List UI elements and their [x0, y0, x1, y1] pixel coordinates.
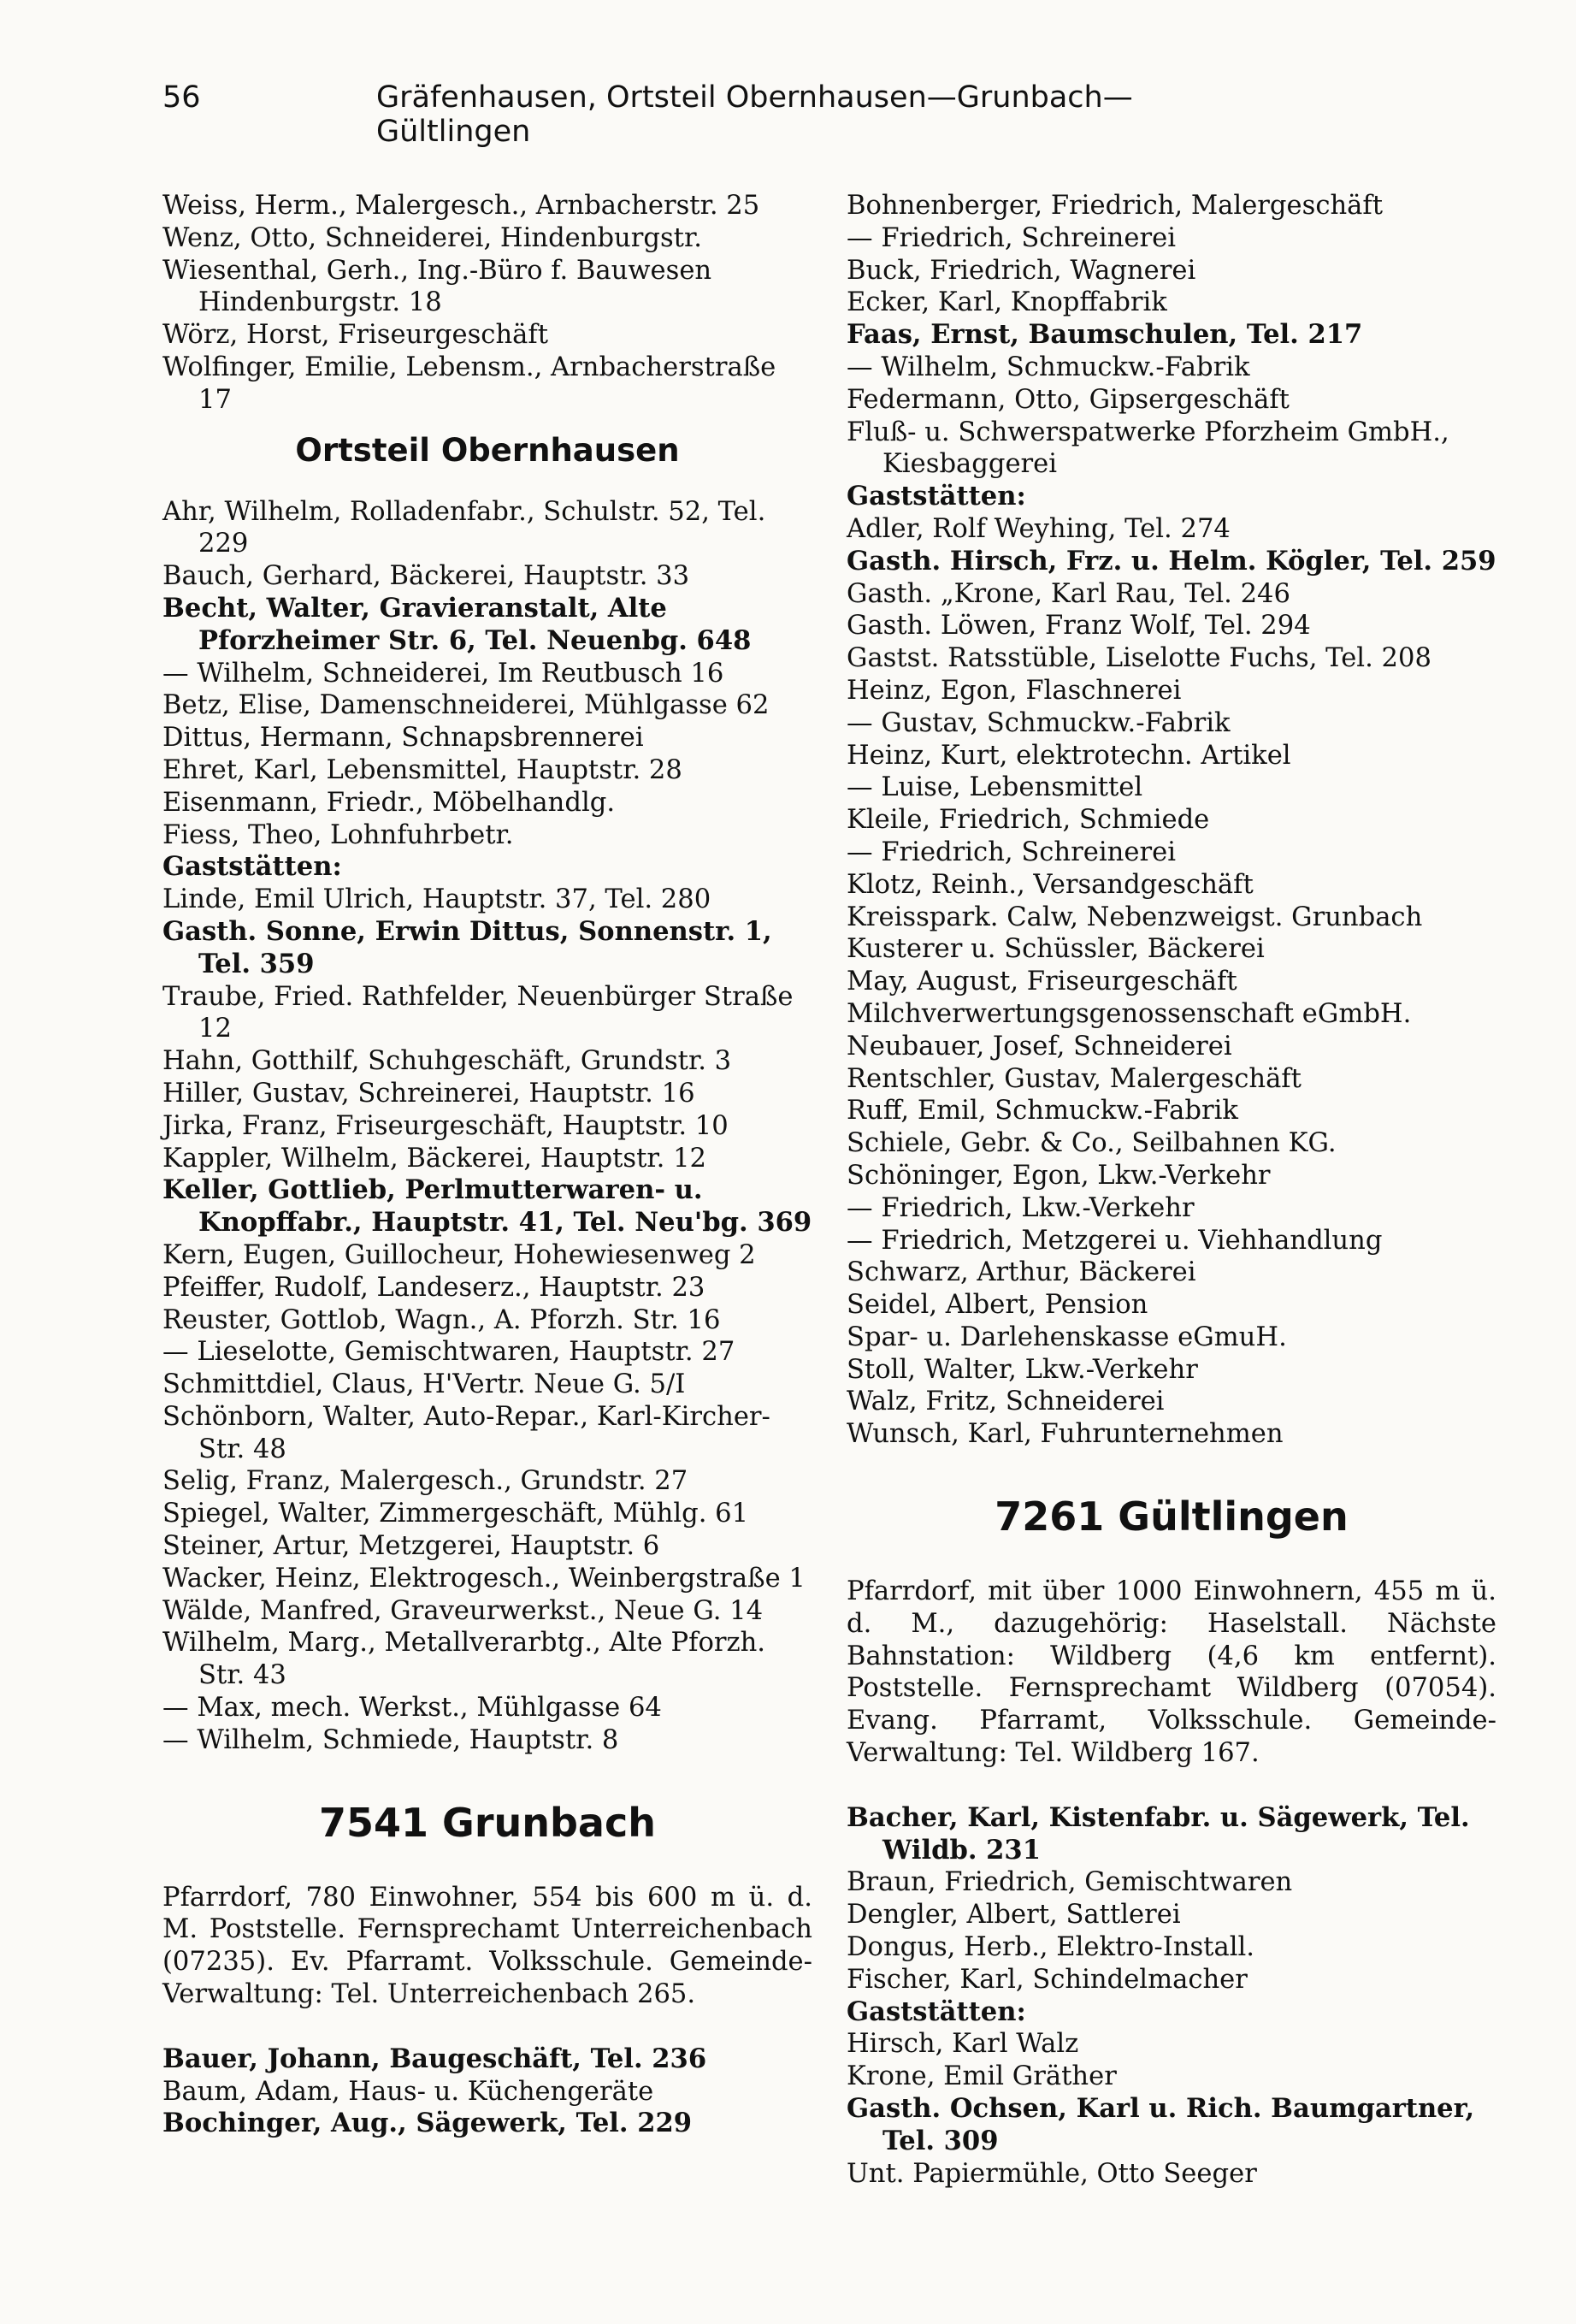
directory-entry: Wacker, Heinz, Elektrogesch., Weinbergstraße 1	[162, 1563, 806, 1594]
directory-entry: Hahn, Gotthilf, Schuhgeschäft, Grundstr. 3	[162, 1046, 732, 1077]
directory-entry: Gasth. „Krone, Karl Rau, Tel. 246	[847, 578, 1290, 609]
directory-entry: Federmann, Otto, Gipsergeschäft	[847, 384, 1290, 415]
directory-entry: — Wilhelm, Schneiderei, Im Reutbusch 16	[162, 658, 724, 689]
place-description: Pfarrdorf, mit über 1000 Einwohnern, 455 m ü. d. M., dazugehörig: Haselstall. Nächste Bahnstation: Wildberg (4,6 km entfernt). Poststelle. Fernsprechamt Wildberg (07054). Evang. Pfarramt, Volksschule. Gemeinde-Verwaltung: Tel. Wildberg 167.	[847, 1576, 1496, 1769]
directory-entry: Jirka, Franz, Friseurgeschäft, Hauptstr. 10	[162, 1110, 729, 1141]
directory-entry: Bauch, Gerhard, Bäckerei, Hauptstr. 33	[162, 561, 690, 592]
directory-entry: Unt. Papiermühle, Otto Seeger	[847, 2158, 1257, 2189]
directory-entry: Bochinger, Aug., Sägewerk, Tel. 229	[162, 2108, 693, 2139]
directory-entry: Ehret, Karl, Lebensmittel, Hauptstr. 28	[162, 754, 682, 785]
directory-entry: Gasth. Löwen, Franz Wolf, Tel. 294	[847, 611, 1311, 642]
directory-entry: Milchverwertungsgenossenschaft eGmbH.	[847, 998, 1412, 1029]
left-column	[162, 190, 812, 2140]
directory-entry: Wälde, Manfred, Graveurwerkst., Neue G. 14	[162, 1595, 764, 1626]
directory-entry: — Wilhelm, Schmiede, Hauptstr. 8	[162, 1724, 619, 1755]
directory-entry: Keller, Gottlieb, Perlmutterwaren- u. Knopffabr., Hauptstr. 41, Tel. Neu'bg. 369	[162, 1174, 812, 1239]
running-title: Gräfenhausen, Ortsteil Obernhausen—Grunbach—Gültlingen	[376, 80, 1133, 149]
directory-entry: Gasth. Ochsen, Karl u. Rich. Baumgartner, Tel. 309	[847, 2093, 1475, 2156]
directory-entry: Traube, Fried. Rathfelder, Neuenbürger Straße 12	[162, 981, 794, 1044]
directory-entry: Gaststätten:	[847, 481, 1026, 512]
directory-entry: Kappler, Wilhelm, Bäckerei, Hauptstr. 12	[162, 1143, 706, 1174]
directory-entry: Bauer, Johann, Baugeschäft, Tel. 236	[162, 2043, 707, 2074]
directory-entry: Pfeiffer, Rudolf, Landeserz., Hauptstr. 23	[162, 1272, 705, 1303]
directory-entry: Faas, Ernst, Baumschulen, Tel. 217	[847, 319, 1363, 351]
directory-entry: Becht, Walter, Gravieranstalt, Alte Pforzheimer Str. 6, Tel. Neuenbg. 648	[162, 592, 752, 656]
directory-entry: Weiss, Herm., Malergesch., Arnbacherstr. 25	[162, 191, 760, 221]
directory-entry: Wiesenthal, Gerh., Ing.-Büro f. Bauwesen Hindenburgstr. 18	[162, 255, 712, 318]
directory-entry: Steiner, Artur, Metzgerei, Hauptstr. 6	[162, 1531, 660, 1562]
directory-entry: Schöninger, Egon, Lkw.-Verkehr	[847, 1160, 1271, 1191]
directory-entry: Spiegel, Walter, Zimmergeschäft, Mühlg. 61	[162, 1499, 749, 1529]
directory-entry: Krone, Emil Gräther	[847, 2061, 1117, 2092]
place-description: Pfarrdorf, 780 Einwohner, 554 bis 600 m ü. d. M. Poststelle. Fernsprechamt Unterreichenbach (07235). Ev. Pfarramt. Volksschule. Gemeinde-Verwaltung: Tel. Unterreichenbach 265.	[162, 1882, 812, 2010]
directory-entry: Heinz, Egon, Flaschnerei	[847, 675, 1182, 706]
directory-entry: Buck, Friedrich, Wagnerei	[847, 255, 1196, 286]
directory-entry: Seidel, Albert, Pension	[847, 1290, 1148, 1321]
directory-entry: Kreisspark. Calw, Nebenzweigst. Grunbach	[847, 902, 1423, 932]
directory-entry: Gaststätten:	[162, 851, 342, 883]
directory-entry: Gastst. Ratsstüble, Liselotte Fuchs, Tel. 208	[847, 643, 1431, 674]
directory-entry: Rentschler, Gustav, Malergeschäft	[847, 1063, 1302, 1094]
right-column	[847, 190, 1496, 2190]
directory-entry: Kleile, Friedrich, Schmiede	[847, 805, 1210, 836]
directory-entry: — Luise, Lebensmittel	[847, 772, 1143, 803]
directory-entry: Schönborn, Walter, Auto-Repar., Karl-Kircher-Str. 48	[162, 1401, 770, 1464]
directory-entry: — Wilhelm, Schmuckw.-Fabrik	[847, 352, 1250, 382]
directory-entry: Fiess, Theo, Lohnfuhrbetr.	[162, 819, 514, 850]
section-heading: Ortsteil Obernhausen	[295, 431, 680, 469]
directory-entry: Bacher, Karl, Kistenfabr. u. Sägewerk, Tel. Wildb. 231	[847, 1801, 1470, 1866]
directory-entry: Spar- u. Darlehenskasse eGmuH.	[847, 1322, 1287, 1352]
directory-entry: Selig, Franz, Malergesch., Grundstr. 27	[162, 1466, 688, 1497]
directory-entry: Heinz, Kurt, elektrotechn. Artikel	[847, 740, 1291, 771]
directory-entry: Eisenmann, Friedr., Möbelhandlg.	[162, 787, 616, 818]
directory-entry: Schmittdiel, Claus, H'Vertr. Neue G. 5/I	[162, 1369, 686, 1400]
directory-entry: Wenz, Otto, Schneiderei, Hindenburgstr.	[162, 222, 702, 253]
directory-entry: Ruff, Emil, Schmuckw.-Fabrik	[847, 1096, 1238, 1127]
directory-entry: Gasth. Sonne, Erwin Dittus, Sonnenstr. 1, Tel. 359	[162, 915, 772, 979]
directory-entry: Ahr, Wilhelm, Rolladenfabr., Schulstr. 52, Tel. 229	[162, 496, 766, 559]
directory-entry: May, August, Friseurgeschäft	[847, 967, 1237, 997]
directory-entry: Gasth. Hirsch, Frz. u. Helm. Kögler, Tel. 259	[847, 545, 1496, 577]
directory-entry: Schwarz, Arthur, Bäckerei	[847, 1257, 1196, 1288]
directory-entry: Walz, Fritz, Schneiderei	[847, 1387, 1165, 1417]
directory-entry: Bohnenberger, Friedrich, Malergeschäft	[847, 191, 1384, 221]
directory-entry: Hirsch, Karl Walz	[847, 2029, 1079, 2060]
directory-entry: Adler, Rolf Weyhing, Tel. 274	[847, 513, 1231, 544]
directory-entry: — Friedrich, Lkw.-Verkehr	[847, 1192, 1195, 1223]
directory-entry: Schiele, Gebr. & Co., Seilbahnen KG.	[847, 1128, 1337, 1159]
directory-entry: — Gustav, Schmuckw.-Fabrik	[847, 707, 1231, 738]
directory-entry: Linde, Emil Ulrich, Hauptstr. 37, Tel. 280	[162, 884, 711, 915]
place-heading: 7541 Grunbach	[319, 1799, 656, 1846]
directory-entry: — Max, mech. Werkst., Mühlgasse 64	[162, 1693, 662, 1724]
directory-entry: Reuster, Gottlob, Wagn., A. Pforzh. Str. 16	[162, 1304, 721, 1335]
directory-entry: Stoll, Walter, Lkw.-Verkehr	[847, 1354, 1198, 1385]
directory-entry: — Friedrich, Metzgerei u. Viehhandlung	[847, 1225, 1383, 1256]
directory-entry: Wörz, Horst, Friseurgeschäft	[162, 320, 549, 351]
directory-entry: Wunsch, Karl, Fuhrunternehmen	[847, 1419, 1284, 1450]
place-heading: 7261 Gültlingen	[995, 1493, 1349, 1540]
directory-entry: Klotz, Reinh., Versandgeschäft	[847, 869, 1254, 900]
directory-entry: Dengler, Albert, Sattlerei	[847, 1900, 1181, 1931]
directory-entry: Baum, Adam, Haus- u. Küchengeräte	[162, 2076, 654, 2107]
page-number: 56	[162, 80, 201, 115]
directory-entry: Kusterer u. Schüssler, Bäckerei	[847, 934, 1265, 965]
directory-entry: Hiller, Gustav, Schreinerei, Hauptstr. 16	[162, 1078, 695, 1109]
page-header	[162, 80, 1274, 149]
directory-entry: Dittus, Hermann, Schnapsbrennerei	[162, 723, 644, 754]
directory-entry: Wilhelm, Marg., Metallverarbtg., Alte Pforzh. Str. 43	[162, 1628, 766, 1691]
directory-entry: — Friedrich, Schreinerei	[847, 837, 1176, 867]
directory-entry: Wolfinger, Emilie, Lebensm., Arnbacherstraße 17	[162, 352, 776, 415]
directory-entry: Betz, Elise, Damenschneiderei, Mühlgasse 62	[162, 690, 770, 721]
directory-entry: Braun, Friedrich, Gemischtwaren	[847, 1867, 1293, 1898]
directory-entry: Fischer, Karl, Schindelmacher	[847, 1964, 1248, 1995]
directory-entry: — Lieselotte, Gemischtwaren, Hauptstr. 27	[162, 1337, 735, 1368]
directory-entry: Kern, Eugen, Guillocheur, Hohewiesenweg 2	[162, 1239, 756, 1270]
directory-entry: Dongus, Herb., Elektro-Install.	[847, 1932, 1255, 1963]
directory-entry: Neubauer, Josef, Schneiderei	[847, 1031, 1232, 1061]
directory-entry: Ecker, Karl, Knopffabrik	[847, 287, 1167, 318]
directory-entry: Gaststätten:	[847, 1996, 1026, 2027]
directory-entry: — Friedrich, Schreinerei	[847, 222, 1176, 253]
directory-entry: Fluß- u. Schwerspatwerke Pforzheim GmbH., Kiesbaggerei	[847, 417, 1449, 480]
